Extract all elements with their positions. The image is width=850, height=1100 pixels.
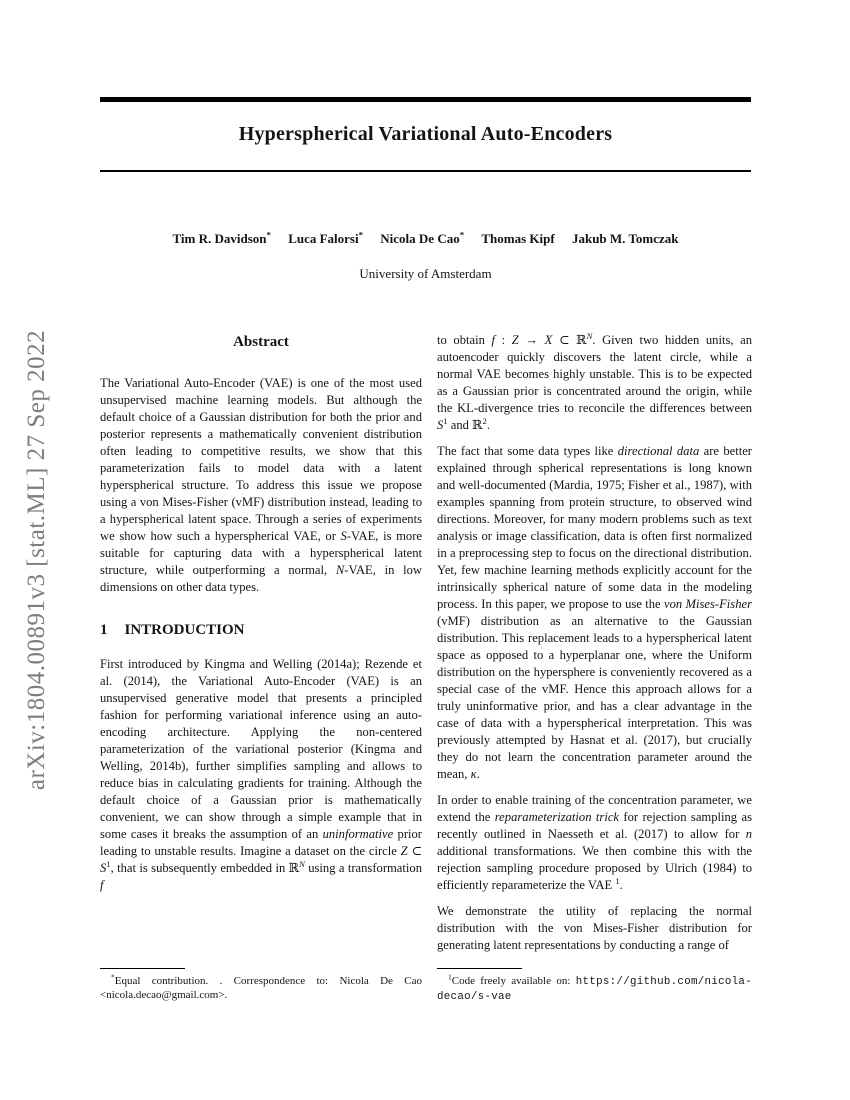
- arxiv-watermark: arXiv:1804.00891v3 [stat.ML] 27 Sep 2022: [23, 329, 50, 791]
- footnote-text: *Equal contribution. . Correspondence to: Nicola De Cao <nicola.decao@gmail.com>.: [100, 972, 422, 1001]
- title-divider-rule: [100, 170, 751, 172]
- footnote-left: [100, 968, 422, 1030]
- author-list: [60, 231, 791, 247]
- author-name: Thomas Kipf: [481, 231, 555, 246]
- author-name: Nicola De Cao: [380, 231, 460, 246]
- section-heading-introduction: [100, 622, 422, 639]
- author-mark: *: [358, 229, 364, 240]
- author-mark: *: [459, 229, 465, 240]
- paragraph: We demonstrate the utility of replacing the normal distribution with the von Mises-Fisher distribution for generating latent representations by conducting a range of: [437, 904, 752, 952]
- paragraph: In order to enable training of the concentration parameter, we extend the reparameterization trick for rejection sampling as recently outlined in Naesseth et al. (2017) to allow for n additional transformations. We then combine this with the rejection sampling procedure proposed by Ulrich (1984) to efficiently reparameterize the VAE $^1$.: [437, 793, 752, 892]
- paragraph: The fact that some data types like directional data are better explained through spherical representations is long known and well-documented (Mardia, 1975; Fisher et al., 1987), with examples spanning from protein structure, to observed wind directions. Moreover, for many modern problems such as text analysis or image classification, data is often first normalized in a preprocessing step to focus on the directional distribution. Yet, few machine learning methods explicitly account for the intrinsically spherical nature of some data in the modeling process. In this paper, we propose to use the von Mises-Fisher (vMF) distribution as an alternative to the Gaussian distribution. This replacement leads to a hyperspherical latent space as opposed to a hyperplanar one, where the Uniform distribution on the hypersphere is conveniently recovered as a special case of the vMF. Hence this approach allows for a truly uninformative prior, and has a clear advantage in the case of data with a hyperspherical interpretation. This was previously attempted by Hasnat et al. (2017), but crucially they do not learn the concentration parameter around the mean, κ.: [437, 444, 752, 781]
- section-number: 1: [100, 622, 108, 638]
- left-column: [100, 332, 422, 966]
- code-repo-link[interactable]: https://github.com/nicola-decao/s-vae: [437, 976, 752, 1003]
- author: [481, 231, 554, 246]
- footnote-text: $^1$Code freely available on: https://github.com/nicola-decao/s-vae: [437, 972, 752, 1003]
- abstract-body: The Variational Auto-Encoder (VAE) is one of the most used unsupervised machine learning models. But although the default choice of a Gaussian distribution for both the prior and posterior represents a mathematically convenient distribution often leading to competitive results, we show that this parameterization fails to model data with a latent hyperspherical structure. To address this issue we propose using a von Mises-Fisher (vMF) distribution instead, leading to a hyperspherical latent space. Through a series of experiments we show how such a hyperspherical VAE, or S-VAE, is more suitable for capturing data with a hyperspherical latent structure, while outperforming a normal, N-VAE, in low dimensions on other data types.: [100, 376, 422, 594]
- intro-paragraph: First introduced by Kingma and Welling (2014a); Rezende et al. (2014), the Variational Auto-Encoder (VAE) is an unsupervised generative model that presents a principled fashion for performing variational inference using an auto-encoding architecture. Applying the non-centered parameterization of the variational posterior (Kingma and Welling, 2014b), further simplifies sampling and allows to reduce bias in calculating gradients for training. Although the default choice of a Gaussian prior is mathematically convenient, we can show through a simple example that in some cases it breaks the assumption of an uninformative prior leading to unstable results. Imagine a dataset on the circle Z ⊂ $S^1$, that is subsequently embedded in ℝ$^N$ using a transformation f: [100, 657, 422, 892]
- author-name: Luca Falorsi: [288, 231, 359, 246]
- author-name: Tim R. Davidson: [172, 231, 267, 246]
- author: [288, 231, 363, 246]
- top-rule: [100, 97, 751, 102]
- author: [572, 231, 679, 246]
- section-title: INTRODUCTION: [124, 622, 245, 638]
- author: [380, 231, 464, 246]
- footnote-rule: [437, 968, 522, 969]
- affiliation: University of Amsterdam: [359, 266, 492, 281]
- author-mark: *: [266, 229, 271, 240]
- abstract-heading: Abstract: [233, 334, 289, 350]
- right-column: [437, 332, 752, 966]
- paragraph: to obtain f : Z → X ⊂ ℝ$^N$. Given two hidden units, an autoencoder quickly discovers the latent circle, while a normal VAE becomes highly unstable. This is to be expected as a Gaussian prior is concentrated around the origin, while the KL-divergence tries to reconcile the differences between $S^1$ and ℝ$^2$.: [437, 332, 752, 432]
- paper-title: Hyperspherical Variational Auto-Encoders: [238, 123, 613, 145]
- footnote-right: [437, 968, 752, 1030]
- author: [172, 231, 270, 246]
- author-name: Jakub M. Tomczak: [571, 231, 679, 246]
- footnote-rule: [100, 968, 185, 969]
